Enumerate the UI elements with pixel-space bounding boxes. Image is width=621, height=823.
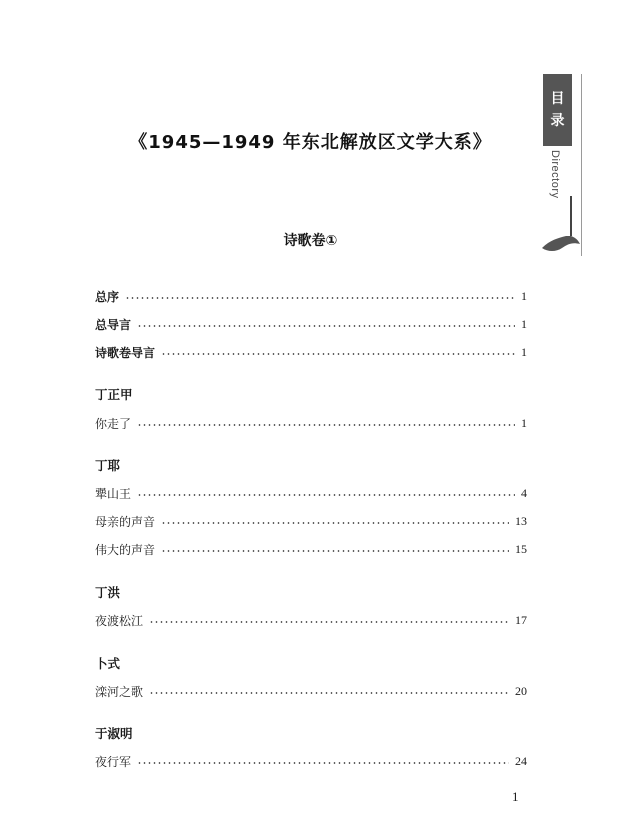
leader-dots <box>161 550 509 552</box>
author-heading: 于淑明 <box>95 726 133 741</box>
toc-entry[interactable] <box>95 540 527 558</box>
leader-dots <box>125 297 515 299</box>
toc-entry-page: 24 <box>515 753 527 768</box>
leader-dots <box>137 494 515 496</box>
toc-entry-page: 1 <box>521 344 527 359</box>
page-number: 1 <box>512 789 519 804</box>
toc-entry[interactable] <box>95 484 527 502</box>
author-heading: 丁耶 <box>95 458 121 473</box>
leader-dots <box>137 325 515 327</box>
author-heading: 卜式 <box>95 656 121 671</box>
toc-entry-page: 1 <box>521 288 527 303</box>
toc-entry-title: 总序 <box>95 289 120 304</box>
toc-entry-page: 4 <box>521 485 527 500</box>
toc-entry-title: 伟大的声音 <box>95 542 156 557</box>
toc-entry-page: 20 <box>515 683 527 698</box>
author-heading: 丁洪 <box>95 585 121 600</box>
toc-entry-poetry-introduction[interactable] <box>95 343 527 361</box>
toc-entry[interactable] <box>95 414 527 432</box>
toc-entry[interactable] <box>95 512 527 530</box>
directory-english-label: Directory <box>549 150 561 199</box>
toc-entry-page: 1 <box>521 415 527 430</box>
toc-entry-title: 总导言 <box>95 317 132 332</box>
toc-entry-title: 母亲的声音 <box>95 514 156 529</box>
toc-entry-title: 夜行军 <box>95 754 132 769</box>
toc-entry-page: 17 <box>515 612 527 627</box>
book-title: 《1945—1949 年东北解放区文学大系》 <box>129 132 492 153</box>
toc-entry[interactable] <box>95 611 527 629</box>
toc-entry-page: 13 <box>515 513 527 528</box>
toc-entry-general-preface[interactable] <box>95 287 527 305</box>
toc-entry-title: 诗歌卷导言 <box>95 345 156 360</box>
directory-char-1: 目 <box>550 91 565 107</box>
directory-char-2: 录 <box>550 113 565 129</box>
leader-dots <box>161 522 509 524</box>
toc-entry-general-introduction[interactable] <box>95 315 527 333</box>
leader-dots <box>137 424 515 426</box>
volume-title: 诗歌卷① <box>283 233 338 249</box>
toc-entry-page: 1 <box>521 316 527 331</box>
author-heading: 丁正甲 <box>95 387 133 402</box>
leader-dots <box>161 353 515 355</box>
toc-entry[interactable] <box>95 682 527 700</box>
toc-entry-title: 你走了 <box>95 416 132 431</box>
toc-entry-title: 夜渡松江 <box>95 613 144 628</box>
toc-entry-title: 滦河之歌 <box>95 684 144 699</box>
toc-entry-title: 犟山王 <box>95 486 132 501</box>
leader-dots <box>137 762 509 764</box>
leader-dots <box>149 692 509 694</box>
toc-entry[interactable] <box>95 752 527 770</box>
toc-entry-page: 15 <box>515 541 527 556</box>
leader-dots <box>149 621 509 623</box>
